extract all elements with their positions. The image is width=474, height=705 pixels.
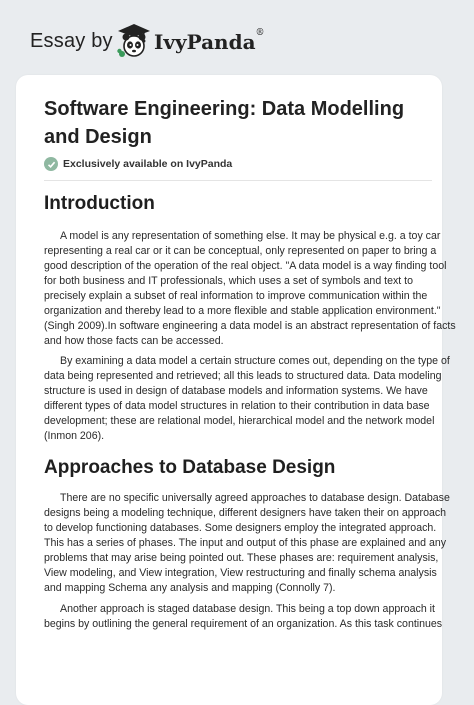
ivypanda-logo-text[interactable]: IvyPanda® <box>154 28 265 54</box>
exclusive-badge <box>44 155 232 173</box>
divider <box>44 180 432 181</box>
check-icon <box>44 157 58 171</box>
paragraph: There are no specific universally agreed approaches to database design. Database designs being a modeling technique, different designers have taken their on approach to develop functioning databases. Some designers employ the integrated approach. This has a series of phases. The input and output of this phase are explained and any problems that may arise being pointed out. These phases are: requirement analysis, View modeling, and View integration, View restructuring and finally schema analysis and mapping Schema any analysis and mapping (Connolly 7). <box>44 492 450 594</box>
paragraph: By examining a data model a certain structure comes out, depending on the type of data being represented and retrieved; all this leads to structured data. Data modeling structure is used in design of database models and information systems. We have different types of data model structures in relation to their contribution in data base development; these are relational model, hierarchical model and the network model (Inmon 206). <box>44 355 450 442</box>
site-header <box>0 0 474 80</box>
panda-logo-icon[interactable] <box>117 22 151 58</box>
section-heading-introduction: Introduction <box>44 193 155 214</box>
essay-by-label: Essay by <box>30 30 113 52</box>
paragraph: A model is any representation of something else. It may be physical e.g. a toy car representing a real car or it can be conceptual, only represented on paper to bring a good description of the operation of the real object. "A data model is a way finding tool for both business and IT professionals, which uses a set of symbols and text to precisely explain a subset of real information to improve communication within the organization and thereby lead to a more flexible and stable application environment." (Singh 2009).In software engineering a data model is an abstract representation of facts and how those facts can be accessed. <box>44 230 456 347</box>
page-title: Software Engineering: Data Modelling and Design <box>44 98 405 148</box>
paragraph: Another approach is staged database design. This being a top down approach it begins by outlining the general requirement of an organization. As this task continues <box>44 603 443 630</box>
section-heading-approaches: Approaches to Database Design <box>44 457 336 478</box>
badge-label: Exclusively available on IvyPanda <box>63 158 233 170</box>
